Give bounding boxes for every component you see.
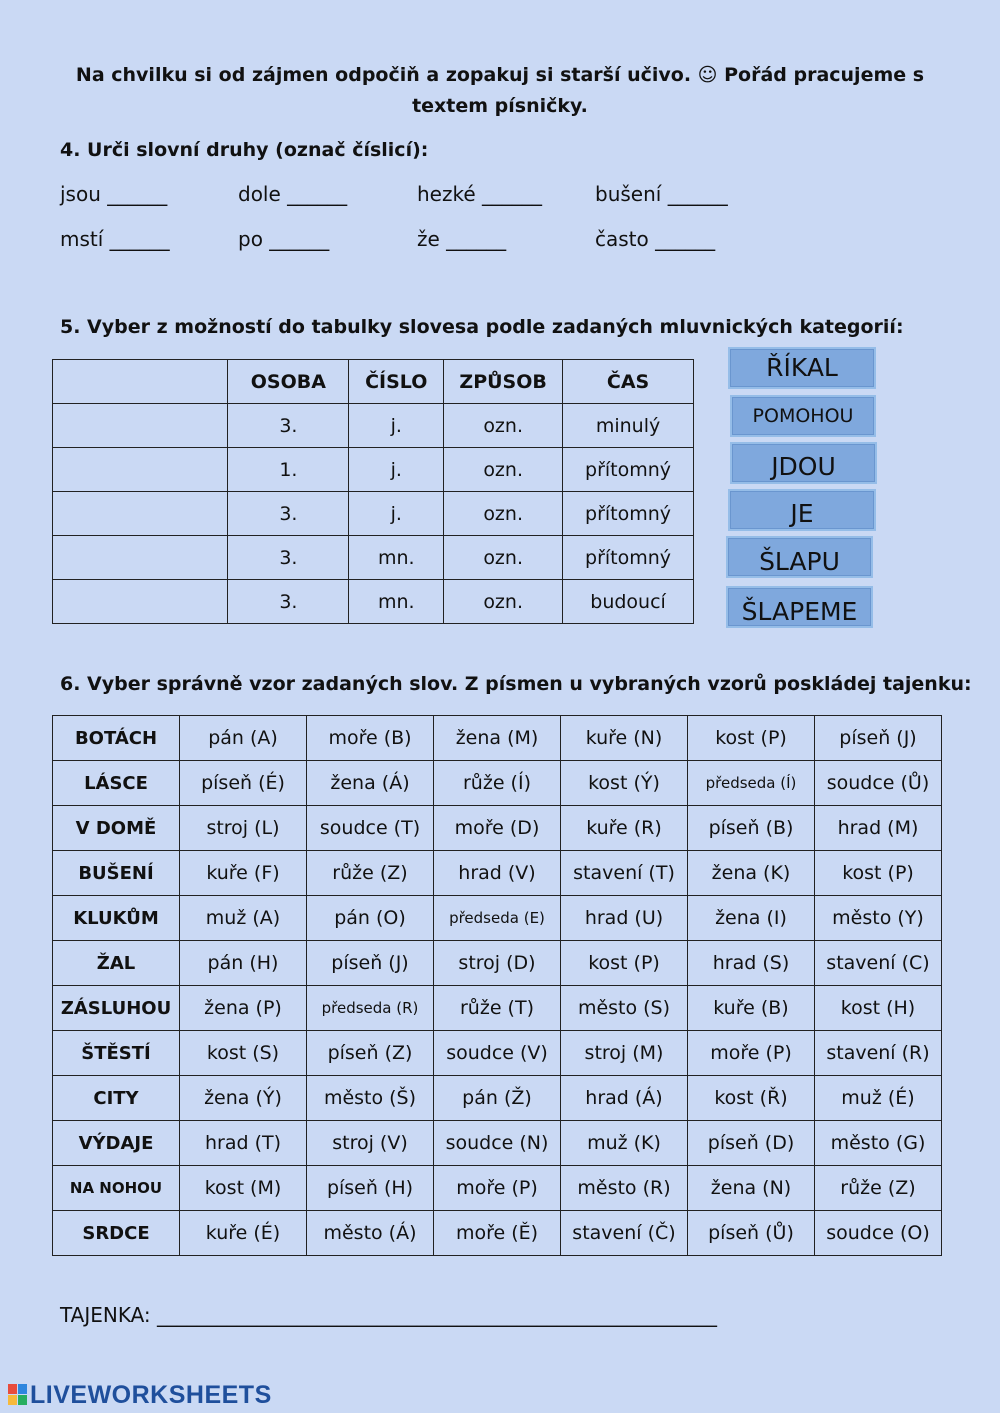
- task4-heading: 4. Urči slovní druhy (označ číslicí):: [60, 139, 429, 161]
- pattern-choice[interactable]: stavení (R): [815, 1031, 942, 1076]
- pattern-choice[interactable]: píseň (J): [815, 716, 942, 761]
- pattern-choice[interactable]: město (Š): [307, 1076, 434, 1121]
- task6-heading: 6. Vyber správně vzor zadaných slov. Z písmen u vybraných vzorů poskládej tajenku:: [60, 673, 972, 695]
- pattern-choice[interactable]: město (R): [561, 1166, 688, 1211]
- cell-cas: minulý: [563, 404, 694, 448]
- pattern-choice[interactable]: pán (O): [307, 896, 434, 941]
- word-label: mstí: [60, 227, 104, 251]
- cell-zpusob: ozn.: [444, 536, 563, 580]
- pattern-choice[interactable]: hrad (T): [180, 1121, 307, 1166]
- pattern-choice[interactable]: muž (É): [815, 1076, 942, 1121]
- verb-category-table: [52, 359, 694, 624]
- pattern-choice[interactable]: kuře (N): [561, 716, 688, 761]
- logo-blocks-icon: [8, 1384, 28, 1406]
- header-cas: ČAS: [563, 360, 694, 404]
- pattern-choice[interactable]: moře (P): [688, 1031, 815, 1076]
- table-row: [53, 851, 942, 896]
- target-word: BUŠENÍ: [53, 851, 180, 896]
- pattern-choice[interactable]: růže (T): [434, 986, 561, 1031]
- pattern-choice[interactable]: píseň (J): [307, 941, 434, 986]
- pattern-choice[interactable]: kost (P): [688, 716, 815, 761]
- pattern-choice[interactable]: muž (K): [561, 1121, 688, 1166]
- pattern-choice[interactable]: soudce (V): [434, 1031, 561, 1076]
- pattern-choice[interactable]: předseda (R): [307, 986, 434, 1031]
- pattern-choice[interactable]: město (G): [815, 1121, 942, 1166]
- verb-option-slapu[interactable]: ŠLAPU: [726, 536, 873, 578]
- verb-drop-slot[interactable]: [53, 580, 228, 624]
- pattern-choice[interactable]: růže (Z): [815, 1166, 942, 1211]
- pattern-choice[interactable]: žena (M): [434, 716, 561, 761]
- table-row: [53, 806, 942, 851]
- cell-zpusob: ozn.: [444, 448, 563, 492]
- table-row: [53, 1211, 942, 1256]
- word-label: po: [238, 227, 263, 251]
- pattern-choice[interactable]: kuře (B): [688, 986, 815, 1031]
- liveworksheets-logo: [8, 1381, 272, 1410]
- pattern-choice[interactable]: stavení (T): [561, 851, 688, 896]
- tajenka-input[interactable]: ________________________________________________________: [157, 1303, 718, 1327]
- table-row: [53, 404, 694, 448]
- pattern-choice[interactable]: soudce (T): [307, 806, 434, 851]
- tajenka-label: TAJENKA:: [60, 1303, 151, 1327]
- word-item: [417, 182, 542, 206]
- pattern-choice[interactable]: stroj (L): [180, 806, 307, 851]
- pattern-choice[interactable]: žena (K): [688, 851, 815, 896]
- pattern-choice[interactable]: hrad (U): [561, 896, 688, 941]
- table-row: [53, 1166, 942, 1211]
- pattern-choice[interactable]: růže (Í): [434, 761, 561, 806]
- answer-blank[interactable]: ______: [109, 227, 170, 251]
- pattern-choice[interactable]: růže (Z): [307, 851, 434, 896]
- pattern-choice[interactable]: hrad (S): [688, 941, 815, 986]
- target-word: SRDCE: [53, 1211, 180, 1256]
- tajenka-row: [60, 1303, 717, 1327]
- pattern-choice[interactable]: píseň (H): [307, 1166, 434, 1211]
- verb-option-pomohou[interactable]: POMOHOU: [730, 395, 876, 437]
- target-word: ŠTĚSTÍ: [53, 1031, 180, 1076]
- answer-blank[interactable]: ______: [482, 182, 543, 206]
- word-label: dole: [238, 182, 281, 206]
- cell-osoba: 3.: [228, 492, 349, 536]
- answer-blank[interactable]: ______: [446, 227, 507, 251]
- pattern-choice[interactable]: moře (P): [434, 1166, 561, 1211]
- cell-zpusob: ozn.: [444, 404, 563, 448]
- table-row: [53, 536, 694, 580]
- cell-cas: přítomný: [563, 448, 694, 492]
- verb-drop-slot[interactable]: [53, 404, 228, 448]
- pattern-choice[interactable]: kost (H): [815, 986, 942, 1031]
- word-item: [238, 227, 329, 251]
- target-word: V DOMĚ: [53, 806, 180, 851]
- table-row: [53, 1076, 942, 1121]
- cell-cas: přítomný: [563, 536, 694, 580]
- header-cislo: ČÍSLO: [349, 360, 444, 404]
- answer-blank[interactable]: ______: [287, 182, 348, 206]
- word-label: jsou: [60, 182, 101, 206]
- pattern-choice[interactable]: kost (M): [180, 1166, 307, 1211]
- cell-cislo: mn.: [349, 580, 444, 624]
- word-item: [60, 227, 170, 251]
- pattern-choice[interactable]: stroj (M): [561, 1031, 688, 1076]
- answer-blank[interactable]: ______: [269, 227, 330, 251]
- table-row: [53, 716, 942, 761]
- table-row: [53, 1031, 942, 1076]
- pattern-choice[interactable]: soudce (Ů): [815, 761, 942, 806]
- answer-blank[interactable]: ______: [107, 182, 168, 206]
- cell-osoba: 3.: [228, 580, 349, 624]
- pattern-choice[interactable]: píseň (É): [180, 761, 307, 806]
- verb-drop-slot[interactable]: [53, 536, 228, 580]
- pattern-choice[interactable]: soudce (N): [434, 1121, 561, 1166]
- verb-drop-slot[interactable]: [53, 492, 228, 536]
- pattern-choice[interactable]: město (Á): [307, 1211, 434, 1256]
- pattern-choice[interactable]: stroj (V): [307, 1121, 434, 1166]
- pattern-choice[interactable]: kuře (F): [180, 851, 307, 896]
- verb-option-je[interactable]: JE: [728, 489, 876, 531]
- pattern-choice[interactable]: předseda (E): [434, 896, 561, 941]
- table-row: [53, 1121, 942, 1166]
- pattern-choice[interactable]: kost (Ý): [561, 761, 688, 806]
- pattern-choice[interactable]: hrad (M): [815, 806, 942, 851]
- target-word: NA NOHOU: [53, 1166, 180, 1211]
- target-word: CITY: [53, 1076, 180, 1121]
- answer-blank[interactable]: ______: [667, 182, 728, 206]
- table-row: [53, 448, 694, 492]
- pattern-choice[interactable]: kuře (É): [180, 1211, 307, 1256]
- pattern-choice[interactable]: muž (A): [180, 896, 307, 941]
- target-word: BOTÁCH: [53, 716, 180, 761]
- pattern-choice[interactable]: žena (I): [688, 896, 815, 941]
- target-word: KLUKŮM: [53, 896, 180, 941]
- word-label: že: [417, 227, 440, 251]
- target-word: ŽAL: [53, 941, 180, 986]
- table-row: [53, 941, 942, 986]
- cell-cislo: j.: [349, 448, 444, 492]
- pattern-choice[interactable]: hrad (Á): [561, 1076, 688, 1121]
- cell-cas: budoucí: [563, 580, 694, 624]
- pattern-choice[interactable]: kost (Ř): [688, 1076, 815, 1121]
- header-zpusob: ZPŮSOB: [444, 360, 563, 404]
- pattern-choice[interactable]: moře (Ě): [434, 1211, 561, 1256]
- word-item: [595, 227, 715, 251]
- pattern-choice[interactable]: stavení (C): [815, 941, 942, 986]
- cell-cislo: j.: [349, 492, 444, 536]
- cell-zpusob: ozn.: [444, 492, 563, 536]
- cell-zpusob: ozn.: [444, 580, 563, 624]
- word-item: [417, 227, 506, 251]
- pattern-choice[interactable]: žena (N): [688, 1166, 815, 1211]
- intro-text: Na chvilku si od zájmen odpočiň a zopakuj si starší učivo. ☺ Pořád pracujeme s textem písničky.: [75, 64, 925, 117]
- pattern-choice[interactable]: moře (D): [434, 806, 561, 851]
- word-item: [595, 182, 728, 206]
- verb-option-slapeme[interactable]: ŠLAPEME: [726, 586, 873, 628]
- pattern-choice[interactable]: píseň (Ů): [688, 1211, 815, 1256]
- pattern-choice[interactable]: pán (A): [180, 716, 307, 761]
- pattern-choice[interactable]: předseda (Í): [688, 761, 815, 806]
- pattern-choice[interactable]: stroj (D): [434, 941, 561, 986]
- pattern-choice[interactable]: město (Y): [815, 896, 942, 941]
- table-row: [53, 580, 694, 624]
- table-row: [53, 761, 942, 806]
- verb-drop-slot[interactable]: [53, 448, 228, 492]
- pattern-choice[interactable]: město (S): [561, 986, 688, 1031]
- verb-option-jdou[interactable]: JDOU: [730, 442, 877, 484]
- pattern-choice[interactable]: žena (P): [180, 986, 307, 1031]
- verb-option-rikal[interactable]: ŘÍKAL: [728, 347, 876, 389]
- target-word: LÁSCE: [53, 761, 180, 806]
- target-word: ZÁSLUHOU: [53, 986, 180, 1031]
- pattern-choice[interactable]: kuře (R): [561, 806, 688, 851]
- word-item: [238, 182, 347, 206]
- table-row: [53, 492, 694, 536]
- pattern-choice[interactable]: žena (Á): [307, 761, 434, 806]
- word-label: často: [595, 227, 649, 251]
- word-item: [60, 182, 167, 206]
- pattern-choice[interactable]: soudce (O): [815, 1211, 942, 1256]
- answer-blank[interactable]: ______: [655, 227, 716, 251]
- pattern-choice[interactable]: píseň (B): [688, 806, 815, 851]
- cell-osoba: 3.: [228, 404, 349, 448]
- table-row: [53, 986, 942, 1031]
- word-label: bušení: [595, 182, 662, 206]
- pattern-choice[interactable]: kost (P): [561, 941, 688, 986]
- pattern-choice-table: [52, 715, 942, 1256]
- header-osoba: OSOBA: [228, 360, 349, 404]
- pattern-choice[interactable]: pán (H): [180, 941, 307, 986]
- pattern-choice[interactable]: píseň (D): [688, 1121, 815, 1166]
- drop-slot-header: [53, 360, 228, 404]
- pattern-choice[interactable]: hrad (V): [434, 851, 561, 896]
- pattern-choice[interactable]: moře (B): [307, 716, 434, 761]
- cell-osoba: 3.: [228, 536, 349, 580]
- word-label: hezké: [417, 182, 476, 206]
- target-word: VÝDAJE: [53, 1121, 180, 1166]
- pattern-choice[interactable]: kost (S): [180, 1031, 307, 1076]
- task5-heading: 5. Vyber z možností do tabulky slovesa podle zadaných mluvnických kategorií:: [60, 316, 904, 338]
- pattern-choice[interactable]: píseň (Z): [307, 1031, 434, 1076]
- cell-cas: přítomný: [563, 492, 694, 536]
- cell-cislo: j.: [349, 404, 444, 448]
- cell-cislo: mn.: [349, 536, 444, 580]
- pattern-choice[interactable]: kost (P): [815, 851, 942, 896]
- pattern-choice[interactable]: žena (Ý): [180, 1076, 307, 1121]
- cell-osoba: 1.: [228, 448, 349, 492]
- pattern-choice[interactable]: pán (Ž): [434, 1076, 561, 1121]
- table-row: [53, 896, 942, 941]
- logo-text: LIVEWORKSHEETS: [30, 1381, 272, 1409]
- pattern-choice[interactable]: stavení (Č): [561, 1211, 688, 1256]
